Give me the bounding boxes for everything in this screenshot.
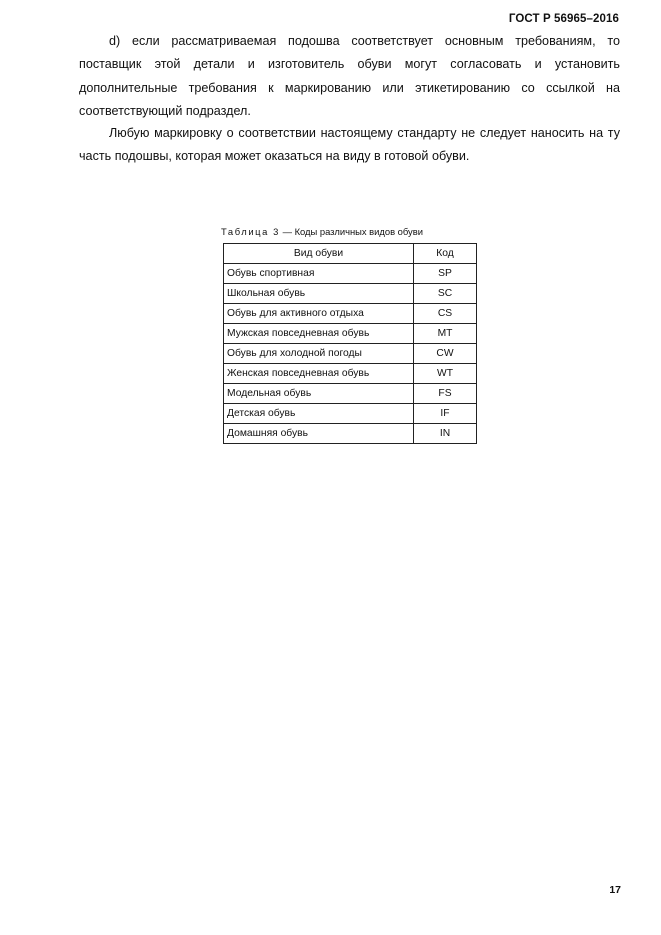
row-name-cell: Детская обувь <box>224 404 414 424</box>
row-code-cell: MT <box>414 324 477 344</box>
row-code-cell: WT <box>414 364 477 384</box>
row-code-cell: CW <box>414 344 477 364</box>
row-name-cell: Мужская повседневная обувь <box>224 324 414 344</box>
row-name-cell: Обувь для активного отдыха <box>224 304 414 324</box>
row-name-cell: Домашняя обувь <box>224 424 414 444</box>
page-number: 17 <box>609 884 621 896</box>
row-code-cell: IF <box>414 404 477 424</box>
row-name-cell: Женская повседневная обувь <box>224 364 414 384</box>
table-row <box>224 284 477 304</box>
row-name-cell: Обувь для холодной погоды <box>224 344 414 364</box>
document-id-header: ГОСТ Р 56965–2016 <box>508 13 619 25</box>
row-code-cell: IN <box>414 424 477 444</box>
paragraph-d: d) если рассматриваемая подошва соответствует основным требованиям, то поставщик этой детали и изготовитель обуви могут согласовать и установить дополнительные требования к маркированию или этикетированию со ссылкой на соответствующий подраздел. <box>79 34 620 118</box>
row-code-cell: FS <box>414 384 477 404</box>
row-code-cell: SC <box>414 284 477 304</box>
table-row <box>224 304 477 324</box>
table-header-row <box>224 244 477 264</box>
table-row <box>224 404 477 424</box>
table-caption-label: Таблица 3 <box>221 226 280 237</box>
table-row <box>224 264 477 284</box>
row-name-cell: Обувь спортивная <box>224 264 414 284</box>
paragraph-marking: Любую маркировку о соответствии настоящему стандарту не следует наносить на ту часть подошвы, которая может оказаться на виду в готовой обуви. <box>79 126 620 164</box>
row-name-cell: Школьная обувь <box>224 284 414 304</box>
row-name-cell: Модельная обувь <box>224 384 414 404</box>
table-row <box>224 324 477 344</box>
table-row <box>224 424 477 444</box>
row-code-cell: SP <box>414 264 477 284</box>
row-code-cell: CS <box>414 304 477 324</box>
column-header-type: Вид обуви <box>224 244 414 264</box>
table-row <box>224 384 477 404</box>
column-header-code: Код <box>414 244 477 264</box>
shoe-codes-table <box>223 243 477 444</box>
table-row <box>224 344 477 364</box>
table-caption <box>221 226 423 237</box>
table-caption-text: — Коды различных видов обуви <box>279 226 423 237</box>
table-row <box>224 364 477 384</box>
